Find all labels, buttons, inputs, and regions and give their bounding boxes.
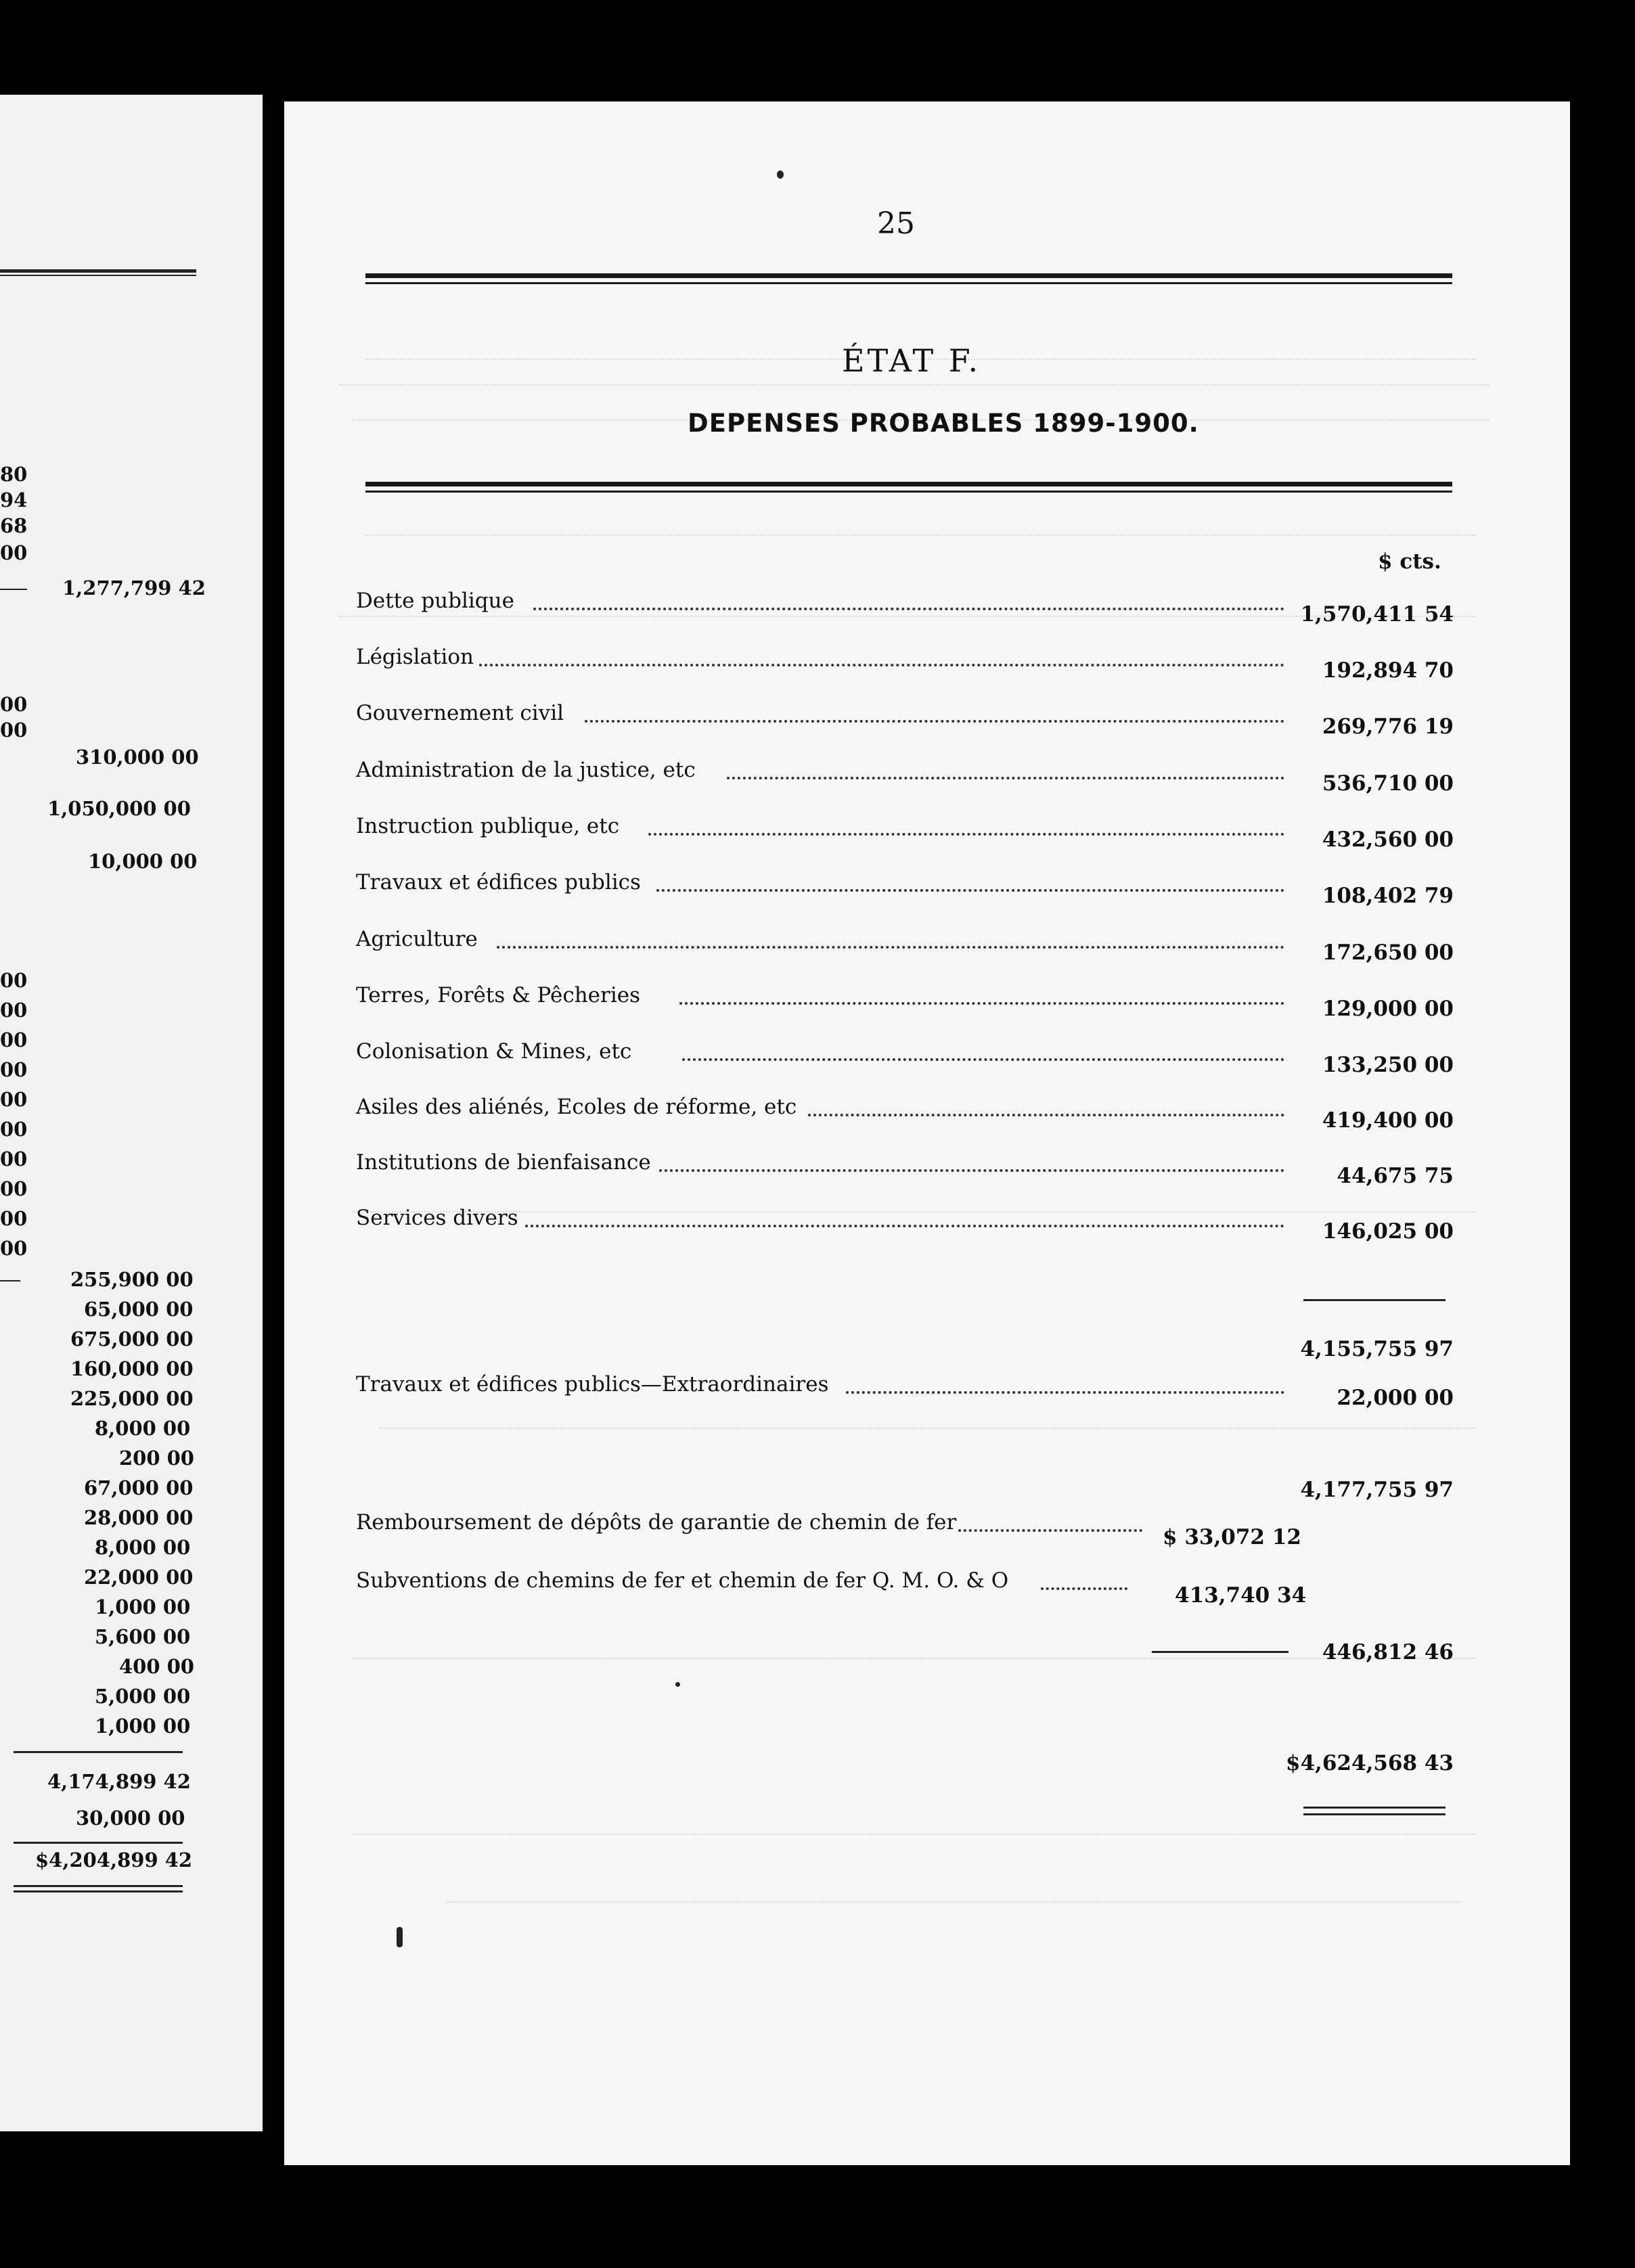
left-page-amount: 00 [0,1177,28,1200]
ink-speck [675,1682,680,1687]
expense-label: Travaux et édifices publics [356,870,641,894]
left-page-amount: 1,000 00 [95,1595,191,1618]
dot-leader [479,664,1284,666]
subtotal-with-extraordinary: 4,177,755 97 [1300,1478,1454,1502]
left-page-amount: 5,600 00 [95,1625,191,1648]
expense-amount: 129,000 00 [1322,997,1454,1021]
left-page-rule [0,269,196,273]
expense-label: Asiles des aliénés, Ecoles de réforme, etc [356,1095,797,1119]
expense-amount: 44,675 75 [1337,1164,1454,1188]
dot-leader [659,1169,1284,1172]
dot-leader [1041,1587,1127,1590]
grand-total-rule [1303,1813,1446,1815]
left-page-amount: 94 [0,489,28,512]
left-page-amount: 00 [0,1088,28,1111]
left-page-amount: 00 [0,1207,28,1230]
left-page-amount: 00 [0,1028,28,1051]
dot-leader [533,608,1284,610]
expense-amount: 536,710 00 [1322,771,1454,796]
page-title: ÉTAT F. [842,342,981,379]
expense-amount: 108,402 79 [1322,884,1454,908]
left-page-amount: 160,000 00 [70,1357,194,1380]
extraordinary-row [356,1372,1454,1413]
expense-amount: 432,560 00 [1322,827,1454,852]
left-page-rule [14,1890,183,1892]
left-page-amount: 00 [0,999,28,1022]
show-through-line [447,1901,1462,1903]
left-page-amount: 65,000 00 [84,1298,194,1321]
grand-total: $4,624,568 43 [1285,1751,1454,1775]
dot-leader [958,1529,1142,1532]
left-page-amount: 200 00 [119,1447,194,1470]
left-page-amount: 00 [0,969,28,992]
expense-label: Institutions de bienfaisance [356,1150,651,1175]
dot-leader [648,833,1284,836]
left-page-amount: 80 [0,463,28,486]
expense-label: Administration de la justice, etc [356,758,696,782]
expense-row [356,1095,1454,1135]
left-page-amount: 225,000 00 [70,1387,194,1410]
left-page-amount: 310,000 00 [76,746,199,769]
left-page-amount: 67,000 00 [84,1476,194,1499]
expense-label: Travaux et édifices publics—Extraordinaires [356,1372,829,1397]
previous-page-strip [0,95,263,2131]
left-page-rule [0,589,27,590]
expense-row [356,983,1454,1024]
left-page-amount: 5,000 00 [95,1685,191,1708]
left-page-amount: 8,000 00 [95,1417,191,1440]
dot-leader [497,946,1284,949]
expense-label: Législation [356,645,474,669]
left-page-amount: 00 [0,1058,28,1081]
subtotal-rule [1303,1299,1446,1301]
left-page-amount: 00 [0,541,28,564]
show-through-line [338,384,1489,386]
left-page-total: $4,204,899 42 [35,1849,193,1872]
grand-total-rule [1303,1807,1446,1809]
page-number: 25 [877,206,915,241]
railway-amount: 413,740 34 [1175,1583,1307,1608]
dot-leader [808,1114,1284,1116]
left-page-amount: 1,000 00 [95,1715,191,1738]
left-page-amount: 4,174,899 42 [47,1770,191,1793]
dot-leader [682,1058,1284,1061]
left-page-amount: 68 [0,514,28,537]
expense-label: Terres, Forêts & Pêcheries [356,983,640,1007]
expense-amount: 192,894 70 [1322,658,1454,683]
expense-row [356,645,1454,685]
left-page-amount: 255,900 00 [70,1268,194,1291]
left-page-amount: 1,277,799 42 [62,576,206,599]
expense-row [356,701,1454,742]
expense-row [356,1206,1454,1246]
left-page-rule [0,275,196,276]
left-page-rule [0,1280,20,1282]
expense-amount: 269,776 19 [1322,715,1454,739]
expense-label: Agriculture [356,927,478,951]
expense-label: Gouvernement civil [356,701,564,725]
left-page-amount: 22,000 00 [84,1566,194,1589]
dot-leader [727,777,1284,779]
ink-speck [397,1927,403,1947]
dot-leader [679,1002,1284,1005]
left-page-amount: 28,000 00 [84,1506,194,1529]
left-page-rule [14,1751,183,1753]
dot-leader [585,720,1284,723]
expense-amount: 419,400 00 [1322,1108,1454,1133]
expense-row [356,927,1454,968]
railway-row [356,1510,1454,1551]
left-page-amount: 00 [0,1148,28,1171]
expense-amount: 22,000 00 [1337,1386,1454,1410]
left-page-amount: 8,000 00 [95,1536,191,1559]
expense-label: Services divers [356,1206,518,1230]
railway-label: Subventions de chemins de fer et chemin de fer Q. M. O. & O [356,1568,1009,1593]
subtotal-ordinary: 4,155,755 97 [1300,1337,1454,1361]
show-through-line [365,535,1475,536]
expense-amount: 1,570,411 54 [1300,602,1454,627]
expense-amount: 172,650 00 [1322,940,1454,965]
left-page-amount: 30,000 00 [76,1807,185,1830]
expense-label: Dette publique [356,589,514,613]
railway-label: Remboursement de dépôts de garantie de chemin de fer [356,1510,957,1535]
left-page-amount: 1,050,000 00 [47,797,191,820]
left-page-rule [14,1885,183,1887]
left-page-amount: 00 [0,1118,28,1141]
currency-column-header: $ cts. [1378,549,1441,574]
page-subtitle: DEPENSES PROBABLES 1899-1900. [688,409,1199,438]
expense-row [356,814,1454,855]
show-through-line [352,1834,1475,1835]
expense-amount: 146,025 00 [1322,1219,1454,1244]
dot-leader [656,889,1284,892]
show-through-line [379,1428,1475,1429]
left-page-amount: 400 00 [119,1655,194,1678]
left-page-amount: 00 [0,693,28,716]
dot-leader [846,1391,1284,1394]
left-page-rule [14,1842,183,1844]
expense-label: Instruction publique, etc [356,814,620,838]
railway-amount: $ 33,072 12 [1163,1525,1301,1549]
expense-row [356,870,1454,911]
left-page-amount: 675,000 00 [70,1328,194,1351]
left-page-amount: 00 [0,1237,28,1260]
railway-sum-rule [1152,1651,1289,1653]
dot-leader [525,1225,1284,1227]
expense-label: Colonisation & Mines, etc [356,1039,632,1064]
railway-total: 446,812 46 [1322,1640,1454,1664]
expense-row [356,1039,1454,1080]
expense-row [356,1150,1454,1191]
railway-row [356,1568,1454,1609]
expense-row [356,758,1454,798]
expense-amount: 133,250 00 [1322,1053,1454,1077]
left-page-amount: 00 [0,719,28,742]
expense-row [356,589,1454,629]
ink-speck [777,171,784,179]
show-through-line [352,1658,1475,1659]
left-page-amount: 10,000 00 [88,850,198,873]
